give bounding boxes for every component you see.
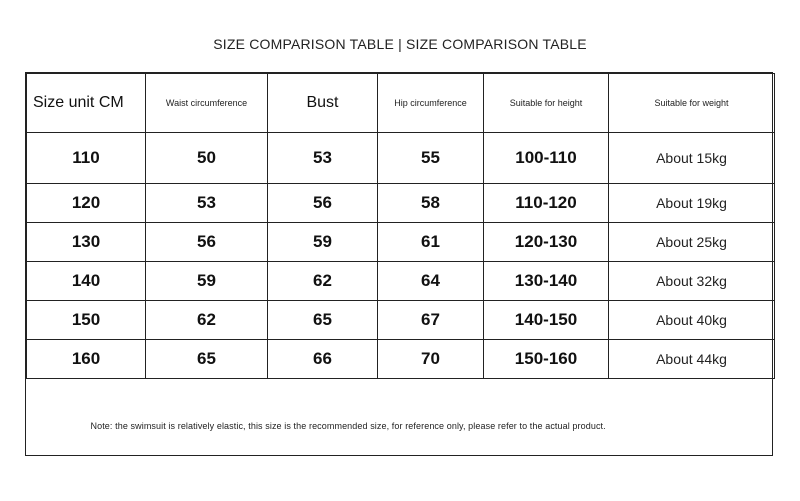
table-row	[27, 184, 775, 223]
cell-waist: 56	[146, 223, 268, 262]
table-row	[27, 133, 775, 184]
cell-height: 130-140	[484, 262, 609, 301]
table-row	[27, 301, 775, 340]
cell-hip: 55	[378, 133, 484, 184]
cell-weight: About 15kg	[609, 133, 775, 184]
note-row	[27, 379, 775, 463]
cell-hip: 67	[378, 301, 484, 340]
header-height: Suitable for height	[484, 74, 609, 133]
header-waist: Waist circumference	[146, 74, 268, 133]
cell-waist: 53	[146, 184, 268, 223]
header-bust: Bust	[268, 74, 378, 133]
cell-waist: 50	[146, 133, 268, 184]
header-size: Size unit CM	[27, 74, 146, 133]
cell-hip: 61	[378, 223, 484, 262]
cell-waist: 59	[146, 262, 268, 301]
header-row	[27, 74, 775, 133]
table-row	[27, 223, 775, 262]
cell-height: 150-160	[484, 340, 609, 379]
cell-hip: 58	[378, 184, 484, 223]
cell-height: 110-120	[484, 184, 609, 223]
size-table	[25, 72, 773, 456]
cell-height: 120-130	[484, 223, 609, 262]
table-row	[27, 340, 775, 379]
cell-size: 130	[27, 223, 146, 262]
table-row	[27, 262, 775, 301]
cell-weight: About 32kg	[609, 262, 775, 301]
cell-size: 150	[27, 301, 146, 340]
cell-height: 140-150	[484, 301, 609, 340]
cell-weight: About 40kg	[609, 301, 775, 340]
cell-hip: 64	[378, 262, 484, 301]
cell-bust: 62	[268, 262, 378, 301]
cell-size: 140	[27, 262, 146, 301]
cell-size: 160	[27, 340, 146, 379]
footnote: Note: the swimsuit is relatively elastic, this size is the recommended size, for reference only, please refer to the actual product.	[27, 379, 775, 463]
cell-waist: 62	[146, 301, 268, 340]
cell-bust: 65	[268, 301, 378, 340]
cell-waist: 65	[146, 340, 268, 379]
size-comparison-table	[26, 73, 775, 462]
cell-hip: 70	[378, 340, 484, 379]
cell-weight: About 19kg	[609, 184, 775, 223]
cell-height: 100-110	[484, 133, 609, 184]
cell-bust: 66	[268, 340, 378, 379]
cell-weight: About 44kg	[609, 340, 775, 379]
cell-bust: 53	[268, 133, 378, 184]
cell-bust: 59	[268, 223, 378, 262]
cell-bust: 56	[268, 184, 378, 223]
cell-size: 110	[27, 133, 146, 184]
header-hip: Hip circumference	[378, 74, 484, 133]
page-title: SIZE COMPARISON TABLE | SIZE COMPARISON TABLE	[213, 36, 587, 52]
header-weight: Suitable for weight	[609, 74, 775, 133]
cell-size: 120	[27, 184, 146, 223]
cell-weight: About 25kg	[609, 223, 775, 262]
